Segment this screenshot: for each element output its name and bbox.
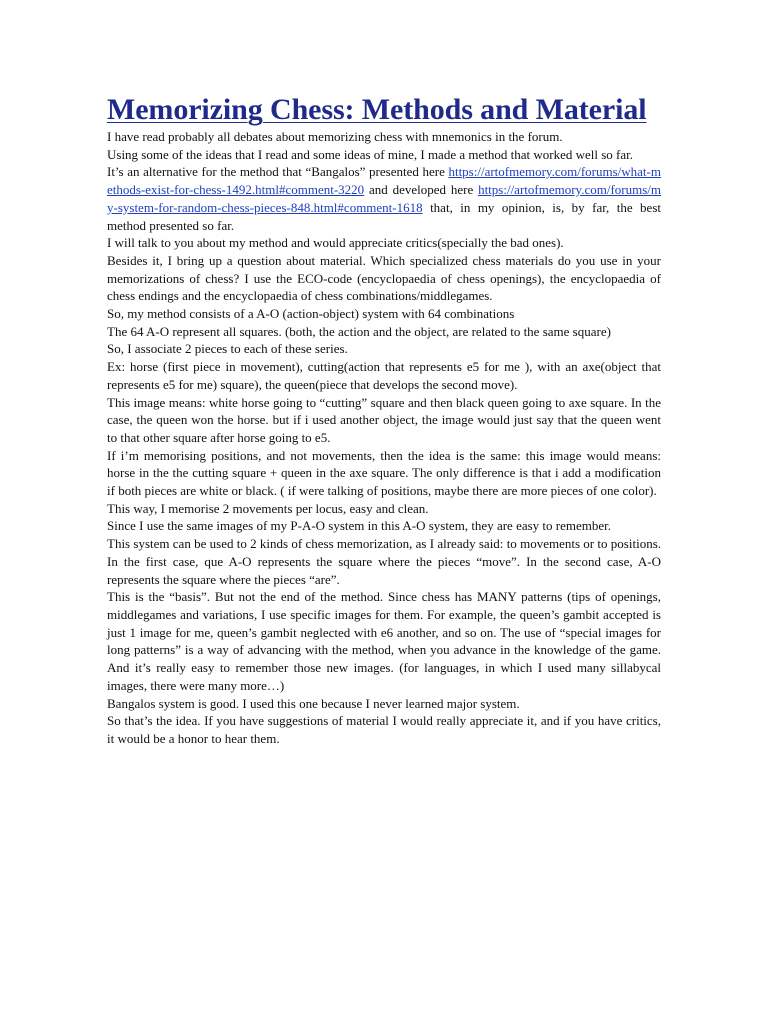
comment-link-1[interactable]: https://artofmemory.com/forums/what-methods-exist-for-chess-1492.html#comment-3220: [107, 164, 661, 198]
paragraph-3-text-2: and developed here: [364, 182, 479, 198]
paragraph-1: I have read probably all debates about memorizing chess with mnemonics in the forum.: [107, 129, 563, 144]
document-page: [107, 92, 661, 748]
paragraph-11: If i’m memorising positions, and not movements, then the idea is the same: this image would means: horse in the the cutting square + queen in the axe square. The only difference is that i add a modification if both pieces are white or black. ( if were talking of positions, maybe there are more pieces of one color).: [107, 447, 661, 499]
paragraph-4: I will talk to you about my method and would appreciate critics(specially the bad ones).: [107, 235, 564, 251]
paragraph-7: The 64 A-O represent all squares. (both, the action and the object, are related to the same square): [107, 323, 611, 339]
paragraph-15: This is the “basis”. But not the end of the method. Since chess has MANY patterns (tips of openings, middlegames and variations, I use specific images for them. For example, the queen’s gambit accepted is just 1 image for me, queen’s gambit neglected with e6 another, and so on. The use of “special images for long patterns” is a way of advancing with the method, when you advance in the knowledge of the game. And it’s really easy to remember those new images. (for languages, in which I used many sillabycal images, there were many more…): [107, 589, 661, 693]
paragraph-9: Ex: horse (first piece in movement), cutting(action that represents e5 for me ), with an axe(object that represents e5 for me) square), the queen(piece that develops the second move).: [107, 359, 661, 392]
paragraph-8: So, I associate 2 pieces to each of these series.: [107, 341, 348, 357]
paragraph-5: Besides it, I bring up a question about material. Which specialized chess materials do you use in your memorizations of chess? I use the ECO-code (encyclopaedia of chess openings), the encyclopaedia of chess endings and the encyclopaedia of chess combinations/middlegames.: [107, 252, 661, 304]
paragraph-14: This system can be used to 2 kinds of chess memorization, as I already said: to movements or to positions. In the first case, que A-O represents the square where the pieces “move”. In the second case, A-O represents the square where the pieces “are”.: [107, 536, 661, 587]
paragraph-2: Using some of the ideas that I read and some ideas of mine, I made a method that worked well so far.: [107, 146, 633, 162]
paragraph-12: This way, I memorise 2 movements per locus, easy and clean.: [107, 500, 429, 516]
paragraph-3: [107, 163, 661, 234]
paragraph-6: So, my method consists of a A-O (action-object) system with 64 combinations: [107, 306, 515, 322]
paragraph-13: Since I use the same images of my P-A-O system in this A-O system, they are easy to remember.: [107, 518, 612, 534]
paragraph-3-text-3: that, in my opinion, is, by far, the best method presented so far.: [107, 199, 661, 233]
document-title-link[interactable]: Memorizing Chess: Methods and Material: [107, 93, 647, 126]
paragraph-16: Bangalos system is good. I used this one because I never learned major system.: [107, 695, 520, 711]
document-body: [107, 128, 661, 748]
paragraph-10: This image means: white horse going to “cutting” square and then black queen going to axe square. In the case, the queen won the horse. but if i used another object, the image would just say that the queen went to that other square after horse going to e5.: [107, 394, 661, 445]
paragraph-3-text-1: It’s an alternative for the method that “Bangalos” presented here: [107, 164, 449, 180]
comment-link-2[interactable]: https://artofmemory.com/forums/my-system-for-random-chess-pieces-848.html#comment-1618: [107, 182, 661, 215]
document-title[interactable]: [107, 92, 661, 128]
paragraph-17: So that’s the idea. If you have suggestions of material I would really appreciate it, and if you have critics, it would be a honor to hear them.: [107, 713, 661, 746]
